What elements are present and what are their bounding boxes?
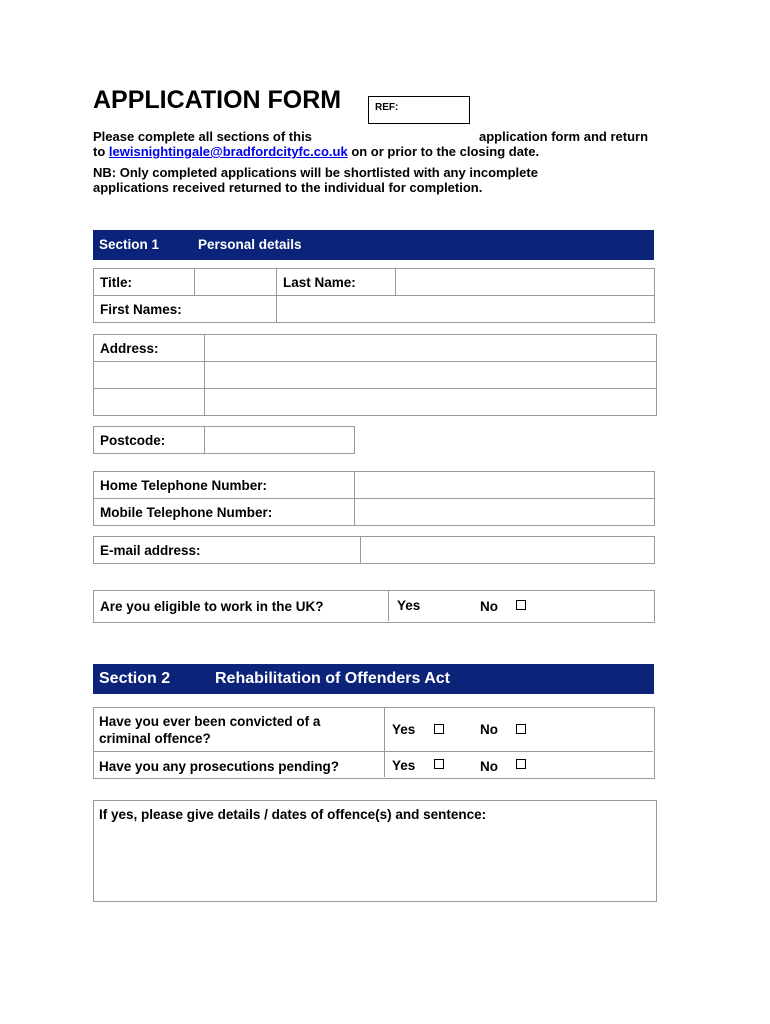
last-name-input[interactable] — [396, 269, 655, 296]
address-table — [93, 334, 657, 416]
name-table — [93, 268, 655, 323]
postcode-table — [93, 426, 355, 454]
ref-field[interactable] — [368, 96, 470, 124]
prosecution-yes-label: Yes — [392, 758, 416, 773]
eligibility-no-label: No — [480, 599, 498, 614]
section-1-header — [93, 230, 654, 260]
eligibility-yes-label: Yes — [397, 598, 421, 613]
postcode-input[interactable] — [205, 427, 355, 454]
conviction-yes-label: Yes — [392, 722, 416, 737]
conviction-question-line-1: Have you ever been convicted of a — [99, 714, 321, 729]
mobile-phone-label: Mobile Telephone Number: — [94, 499, 355, 526]
home-phone-label: Home Telephone Number: — [94, 472, 355, 499]
prosecution-no-checkbox[interactable] — [516, 759, 526, 769]
home-phone-input[interactable] — [355, 472, 655, 499]
eligibility-question: Are you eligible to work in the UK? — [100, 599, 324, 614]
phone-table — [93, 471, 655, 526]
section-1-name: Personal details — [198, 237, 302, 252]
nb-line-2: applications received returned to the individual for completion. — [93, 180, 483, 195]
conviction-no-label: No — [480, 722, 498, 737]
ref-label: REF: — [375, 102, 399, 113]
convictions-column-divider — [384, 707, 385, 777]
email-table — [93, 536, 655, 564]
email-input[interactable] — [361, 537, 655, 564]
title-label: Title: — [94, 269, 195, 296]
eligibility-divider — [388, 590, 389, 621]
address-label: Address: — [94, 335, 205, 362]
address-spacer-cell — [94, 389, 205, 416]
last-name-label: Last Name: — [277, 269, 396, 296]
title-input[interactable] — [195, 269, 277, 296]
intro-line-2-suffix: on or prior to the closing date. — [351, 144, 540, 159]
address-spacer-cell — [94, 362, 205, 389]
first-names-input[interactable] — [277, 296, 655, 323]
intro-line-1-start: Please complete all sections of this — [93, 129, 312, 144]
address-line-2-input[interactable] — [205, 362, 657, 389]
offence-details-prompt: If yes, please give details / dates of offence(s) and sentence: — [99, 807, 487, 822]
address-line-1-input[interactable] — [205, 335, 657, 362]
intro-line-2-prefix: to — [93, 144, 106, 159]
convictions-row-divider — [93, 751, 653, 752]
form-title: APPLICATION FORM — [93, 86, 342, 114]
mobile-phone-input[interactable] — [355, 499, 655, 526]
email-link[interactable]: lewisnightingale@bradfordcityfc.co.uk — [108, 144, 348, 159]
section-2-header — [93, 664, 654, 694]
prosecution-question: Have you any prosecutions pending? — [99, 759, 340, 774]
conviction-yes-checkbox[interactable] — [434, 724, 444, 734]
address-line-3-input[interactable] — [205, 389, 657, 416]
eligibility-no-checkbox[interactable] — [516, 600, 526, 610]
prosecution-yes-checkbox[interactable] — [434, 759, 444, 769]
conviction-no-checkbox[interactable] — [516, 724, 526, 734]
prosecution-no-label: No — [480, 759, 498, 774]
intro-line-1-end: application form and return — [479, 129, 649, 144]
postcode-label: Postcode: — [94, 427, 205, 454]
nb-line-1: NB: Only completed applications will be shortlisted with any incomplete — [93, 165, 538, 180]
conviction-question-line-2: criminal offence? — [99, 731, 211, 746]
section-2-name: Rehabilitation of Offenders Act — [215, 670, 450, 687]
section-1-number: Section 1 — [99, 237, 160, 252]
intro-line-2 — [93, 144, 539, 160]
section-2-number: Section 2 — [99, 670, 171, 687]
first-names-label: First Names: — [94, 296, 277, 323]
email-label: E-mail address: — [94, 537, 361, 564]
